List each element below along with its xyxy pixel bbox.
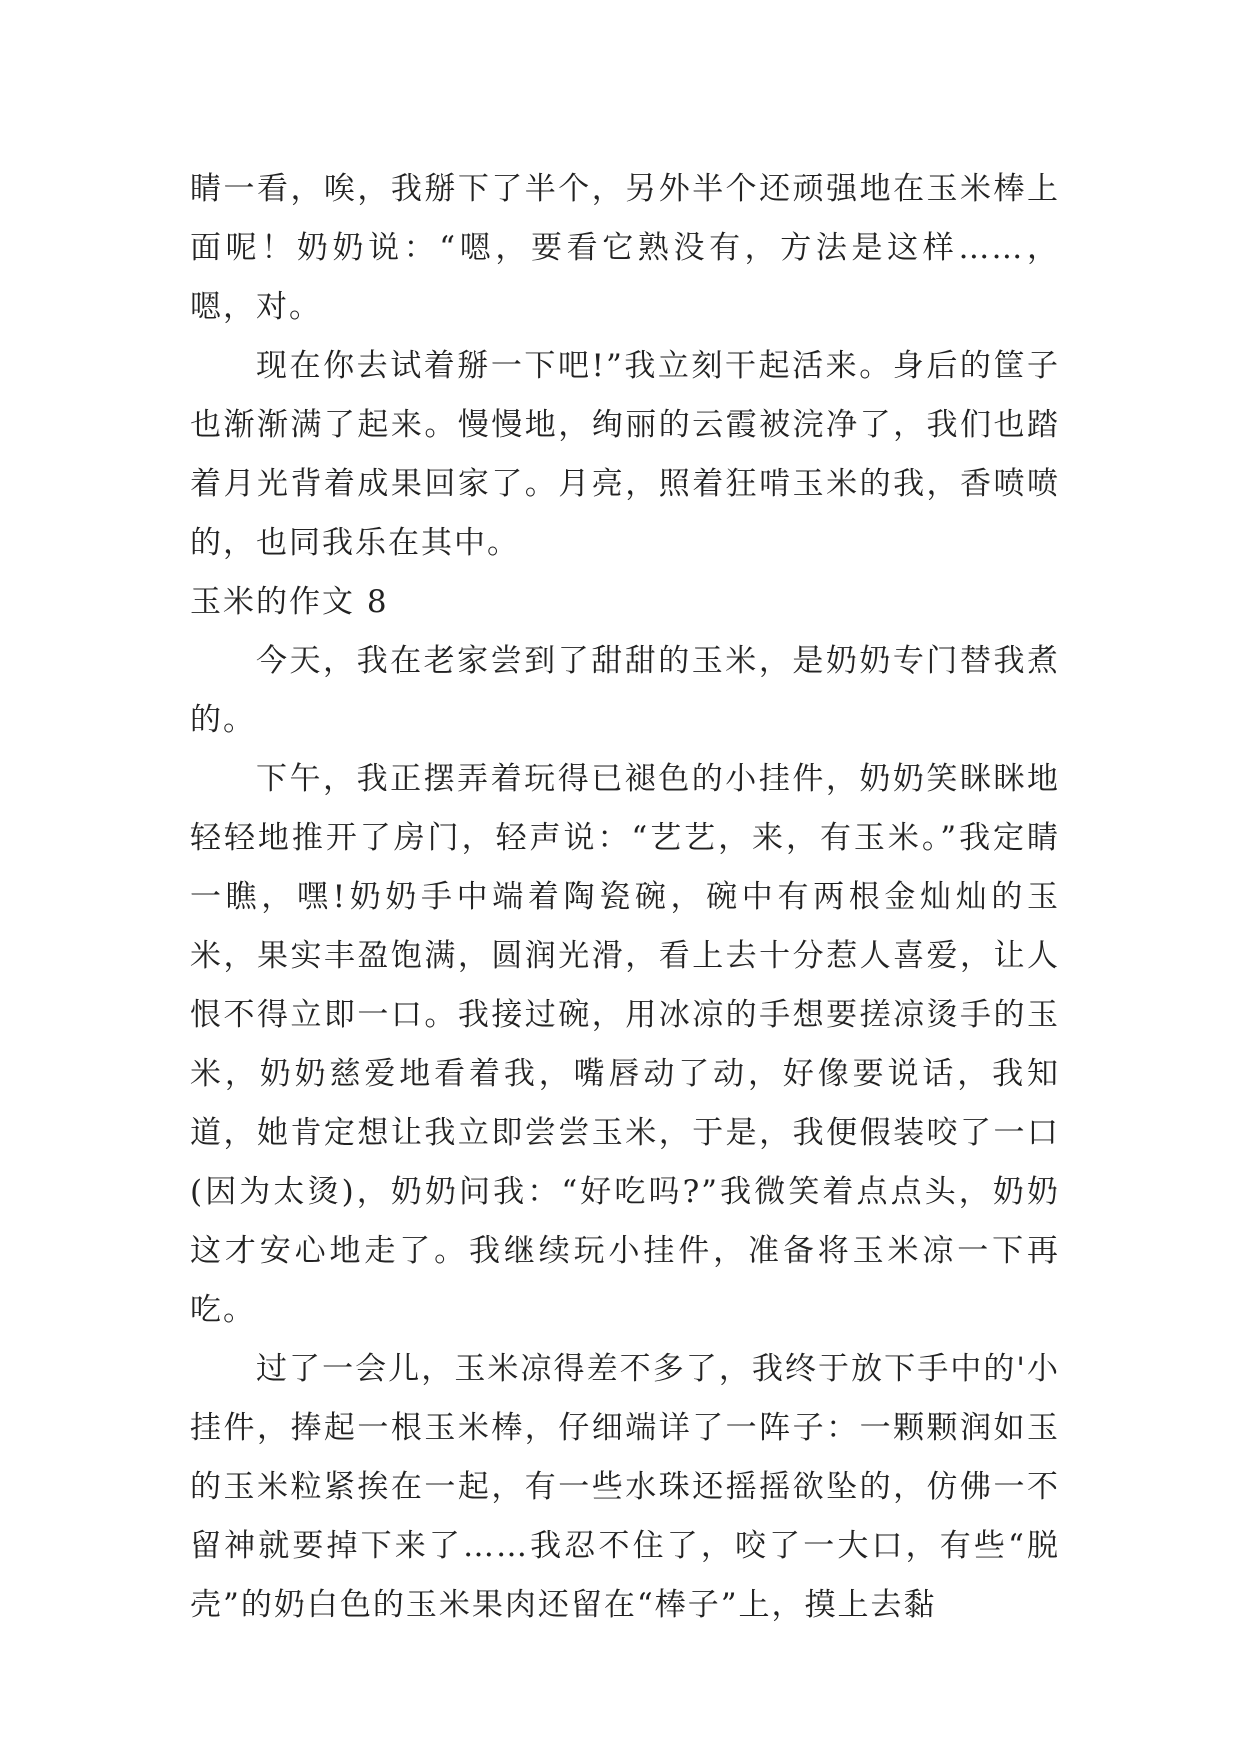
paragraph-1: 睛一看，唉，我掰下了半个，另外半个还顽强地在玉米棒上面呢！奶奶说：“嗯，要看它熟没有，方法是这样……，嗯，对。 <box>190 171 1060 325</box>
document-page <box>190 160 1060 1635</box>
paragraph-3: 今天，我在老家尝到了甜甜的玉米，是奶奶专门替我煮的。 <box>190 643 1060 738</box>
paragraph-2: 现在你去试着掰一下吧!”我立刻干起活来。身后的筐子也渐渐满了起来。慢慢地，绚丽的云霞被浣净了，我们也踏着月光背着成果回家了。月亮，照着狂啃玉米的我，香喷喷的，也同我乐在其中。 <box>190 348 1060 561</box>
section-heading: 玉米的作文 8 <box>190 584 389 620</box>
paragraph-4: 下午，我正摆弄着玩得已褪色的小挂件，奶奶笑眯眯地轻轻地推开了房门，轻声说：“艺艺，来，有玉米。”我定睛一瞧，嘿!奶奶手中端着陶瓷碗，碗中有两根金灿灿的玉米，果实丰盈饱满，圆润光滑，看上去十分惹人喜爱，让人恨不得立即一口。我接过碗，用冰凉的手想要搓凉烫手的玉米，奶奶慈爱地看着我，嘴唇动了动，好像要说话，我知道，她肯定想让我立即尝尝玉米，于是，我便假装咬了一口(因为太烫)，奶奶问我：“好吃吗?”我微笑着点点头，奶奶这才安心地走了。我继续玩小挂件，准备将玉米凉一下再吃。 <box>190 761 1060 1328</box>
paragraph-5: 过了一会儿，玉米凉得差不多了，我终于放下手中的'小挂件，捧起一根玉米棒，仔细端详了一阵子：一颗颗润如玉的玉米粒紧挨在一起，有一些水珠还摇摇欲坠的，仿佛一不留神就要掉下来了……我忍不住了，咬了一大口，有些“脱壳”的奶白色的玉米果肉还留在“棒子”上，摸上去黏 <box>190 1351 1060 1623</box>
